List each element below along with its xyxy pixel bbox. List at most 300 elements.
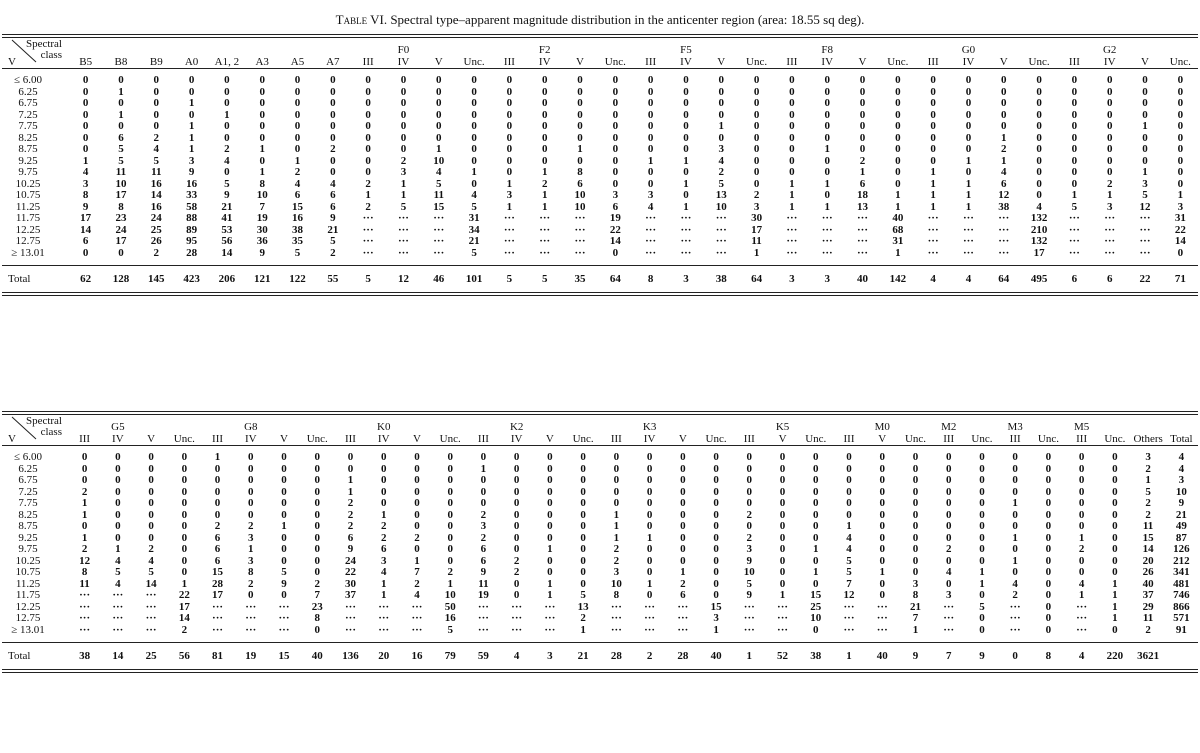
count-cell: 14 [178, 613, 190, 624]
count-cell: 0 [1036, 178, 1042, 190]
count-cell: 0 [577, 74, 583, 86]
count-cell: 1 [753, 247, 760, 259]
count-cell: 1 [294, 155, 301, 167]
count-cell: 1 [214, 451, 221, 463]
count-cell: 14 [609, 236, 621, 247]
count-cell: 0 [945, 509, 952, 521]
count-cell: 0 [118, 247, 124, 259]
total-label: Total [2, 643, 68, 670]
count-cell: 2 [148, 544, 154, 555]
count-cell: 15 [433, 201, 445, 213]
magnitude-cell: 10.75 [15, 190, 41, 201]
count-cell: 0 [895, 132, 901, 144]
count-cell: 2 [365, 178, 371, 190]
count-cell: ··· [79, 613, 91, 624]
count-cell: ··· [680, 213, 692, 224]
count-cell: 0 [400, 132, 407, 144]
count-cell: 0 [115, 463, 121, 475]
count-cell: 0 [879, 555, 885, 567]
column-sub-label: IV [1103, 56, 1116, 68]
count-cell: 0 [746, 486, 753, 498]
count-cell: 0 [1012, 567, 1018, 578]
count-cell: 1 [1012, 555, 1018, 567]
count-cell: 0 [547, 451, 553, 463]
count-cell: 31 [892, 236, 904, 247]
count-cell: 7 [314, 590, 320, 601]
count-cell: 0 [513, 509, 520, 521]
count-cell: 0 [1177, 144, 1184, 155]
count-cell: ··· [145, 624, 157, 636]
count-cell: 8 [577, 167, 583, 178]
total-cell: 21 [567, 643, 600, 670]
count-cell: ··· [962, 224, 974, 236]
count-cell: 2 [294, 167, 301, 178]
count-cell: 1 [81, 509, 88, 521]
count-cell: 0 [181, 498, 188, 509]
column-sub-label: V [999, 56, 1008, 68]
count-cell: 14 [221, 247, 233, 259]
count-cell: 8 [613, 590, 620, 601]
count-cell: 5 [294, 247, 301, 259]
count-cell: 0 [541, 109, 548, 121]
count-cell: 0 [753, 155, 760, 167]
count-cell: 0 [181, 544, 188, 555]
count-cell: ··· [433, 213, 445, 224]
count-cell: 0 [930, 121, 936, 132]
total-cell: 121 [245, 266, 280, 293]
count-cell: 0 [1012, 486, 1018, 498]
count-cell: 0 [713, 486, 719, 498]
count-cell: 1 [506, 201, 513, 213]
count-cell: 0 [612, 155, 619, 167]
count-cell: 0 [153, 86, 160, 98]
count-cell: 0 [580, 555, 586, 567]
count-cell: 6 [480, 544, 487, 555]
count-cell: 0 [680, 498, 686, 509]
count-cell: 4 [148, 555, 154, 567]
column-header [103, 38, 138, 69]
total-cell: 64 [739, 266, 774, 293]
count-cell: 9 [224, 190, 230, 201]
count-cell: 0 [979, 451, 985, 463]
count-cell: 0 [613, 451, 620, 463]
count-cell: 21 [221, 201, 233, 213]
count-cell: 1 [1112, 613, 1118, 624]
count-cell: 0 [214, 498, 221, 509]
count-cell: 0 [945, 475, 952, 486]
total-cell: 101 [456, 266, 491, 293]
column-sub-label: III [1068, 56, 1080, 68]
count-cell: 0 [1036, 167, 1042, 178]
count-cell: 0 [859, 132, 866, 144]
count-cell: 1 [789, 201, 795, 213]
count-cell: 13 [577, 601, 589, 613]
table-row [2, 579, 1198, 591]
count-cell: 0 [680, 486, 686, 498]
count-cell: 68 [892, 224, 904, 236]
count-cell: 0 [647, 178, 654, 190]
table-row [2, 602, 1198, 614]
count-cell: 0 [81, 475, 88, 486]
count-cell: 0 [400, 74, 407, 86]
column-group-label [965, 421, 998, 433]
count-cell: 0 [471, 155, 477, 167]
count-cell: 0 [846, 463, 852, 475]
count-cell: 0 [912, 567, 919, 578]
table-row [2, 121, 1198, 133]
count-cell: 0 [1045, 451, 1052, 463]
count-cell: ··· [112, 613, 124, 624]
count-cell: 0 [979, 475, 985, 486]
count-cell: 0 [945, 463, 952, 475]
column-header [386, 38, 421, 69]
count-cell: 15 [212, 567, 224, 578]
count-cell: ··· [786, 236, 798, 247]
count-cell: ··· [411, 601, 423, 613]
magnitude-cell: 12.75 [15, 613, 41, 624]
count-cell: 5 [1145, 486, 1151, 498]
count-cell: 2 [81, 544, 88, 555]
count-cell: ··· [378, 601, 390, 613]
count-cell: 0 [879, 532, 885, 544]
count-cell: 2 [513, 555, 520, 567]
column-header [832, 415, 865, 446]
count-cell: 0 [1177, 98, 1184, 109]
count-cell: 0 [115, 475, 121, 486]
count-cell: 0 [1036, 109, 1042, 121]
count-cell: 0 [1001, 98, 1007, 109]
count-cell: 0 [1112, 498, 1118, 509]
count-cell: 5 [1071, 201, 1078, 213]
column-header [1092, 38, 1127, 69]
count-cell: 0 [930, 98, 936, 109]
count-cell: ··· [344, 601, 356, 613]
count-cell: ··· [245, 624, 257, 636]
count-cell: 6 [480, 555, 487, 567]
count-cell: 6 [577, 178, 583, 190]
count-cell: 58 [186, 201, 198, 213]
magnitude-cell: ≤ 6.00 [13, 451, 43, 463]
count-cell: 0 [148, 532, 154, 544]
count-cell: 1 [580, 624, 586, 636]
count-cell: 0 [646, 463, 653, 475]
total-cell: 4 [500, 643, 533, 670]
magnitude-cell: 8.25 [18, 509, 38, 521]
column-group-label [103, 44, 138, 56]
count-cell: 0 [330, 167, 336, 178]
total-cell: 28 [666, 643, 699, 670]
count-cell: 17 [80, 213, 92, 224]
count-cell: 0 [294, 121, 301, 132]
corner-v-label: V [8, 433, 16, 445]
column-group-label [774, 44, 809, 56]
count-cell: 0 [471, 109, 477, 121]
count-cell: 33 [186, 190, 198, 201]
column-header [1098, 415, 1131, 446]
column-header [899, 415, 932, 446]
count-cell: 0 [895, 178, 901, 190]
count-cell: 22 [344, 567, 356, 578]
count-cell: 0 [436, 74, 442, 86]
count-cell: ··· [433, 224, 445, 236]
magnitude-cell: ≥ 13.01 [11, 247, 45, 259]
count-cell: ··· [145, 590, 157, 601]
count-cell: 5 [153, 155, 160, 167]
count-cell: 0 [713, 555, 719, 567]
count-cell: 481 [1173, 578, 1190, 590]
count-cell: 0 [1078, 521, 1085, 532]
count-cell: 31 [1174, 213, 1186, 224]
count-cell: 0 [259, 155, 265, 167]
count-cell: 0 [577, 109, 583, 121]
count-cell: ··· [397, 247, 409, 259]
count-cell: 0 [580, 486, 586, 498]
count-cell: 0 [224, 132, 230, 144]
count-cell: 5 [400, 201, 407, 213]
count-cell: 2 [347, 509, 354, 521]
count-cell: 4 [224, 155, 230, 167]
column-group-label [456, 44, 491, 56]
count-cell: 21 [909, 601, 921, 613]
count-cell: 10 [256, 190, 268, 201]
count-cell: 0 [879, 463, 885, 475]
total-cell: 1 [733, 643, 766, 670]
count-cell: 0 [541, 155, 548, 167]
count-cell: 1 [281, 521, 287, 532]
count-cell: 9 [188, 167, 195, 178]
count-cell: 0 [1106, 74, 1113, 86]
count-cell: 0 [248, 475, 254, 486]
column-group-label: M3 [1007, 421, 1023, 433]
count-cell: 0 [646, 475, 653, 486]
count-cell: 2 [153, 132, 160, 144]
total-label: Total [2, 266, 68, 293]
count-cell: 4 [1178, 463, 1185, 475]
count-cell: 2 [1012, 590, 1018, 601]
count-cell: 3 [647, 190, 654, 201]
column-sub-label: V [412, 433, 421, 445]
count-cell: 2 [718, 167, 725, 178]
count-cell: 0 [400, 109, 407, 121]
count-cell: 2 [859, 155, 866, 167]
count-cell: 1 [118, 109, 124, 121]
count-cell: 0 [1078, 451, 1085, 463]
total-cell: 3 [533, 643, 566, 670]
column-header [174, 38, 209, 69]
count-cell: 0 [547, 486, 553, 498]
count-cell: 0 [281, 498, 287, 509]
count-cell: 341 [1173, 567, 1190, 578]
count-cell: 3 [912, 578, 919, 590]
magnitude-cell: 12.75 [15, 236, 41, 247]
count-cell: 1 [1142, 121, 1148, 132]
count-cell: 1 [547, 590, 553, 601]
count-cell: 1 [1112, 590, 1118, 601]
count-cell: 2 [480, 509, 487, 521]
count-cell: 0 [541, 132, 548, 144]
column-header [334, 415, 367, 446]
column-header [666, 415, 699, 446]
count-cell: 0 [879, 521, 885, 532]
count-cell: 0 [965, 109, 972, 121]
count-cell: 0 [480, 475, 487, 486]
column-header [916, 38, 951, 69]
count-cell: 0 [580, 463, 586, 475]
count-cell: 0 [965, 132, 972, 144]
count-cell: 0 [314, 509, 320, 521]
count-cell: 0 [753, 144, 760, 155]
count-cell: ··· [411, 624, 423, 636]
count-cell: ··· [786, 224, 798, 236]
count-cell: 0 [314, 498, 320, 509]
count-cell: 1 [680, 567, 686, 578]
table-row [2, 202, 1198, 214]
count-cell: 0 [613, 486, 620, 498]
column-header [400, 415, 433, 446]
total-cell: 3 [668, 266, 703, 293]
count-cell: 0 [281, 544, 287, 555]
count-cell: 0 [1078, 498, 1085, 509]
column-sub-label: B5 [79, 56, 93, 68]
count-cell: 3 [1177, 201, 1184, 213]
count-cell: 0 [580, 451, 586, 463]
count-cell: 1 [789, 178, 795, 190]
count-cell: ··· [574, 224, 586, 236]
count-cell: ··· [245, 613, 257, 624]
magnitude-cell: 10.25 [15, 555, 41, 567]
count-cell: 0 [647, 167, 654, 178]
count-cell: 30 [256, 224, 268, 236]
column-group-label [533, 421, 566, 433]
count-cell: 1 [930, 201, 936, 213]
count-cell: 10 [1175, 486, 1187, 498]
count-cell: 0 [580, 532, 586, 544]
count-cell: ··· [79, 601, 91, 613]
count-cell: 0 [1112, 521, 1118, 532]
count-cell: 2 [330, 247, 336, 259]
count-cell: 53 [221, 224, 233, 236]
column-header [774, 38, 809, 69]
count-cell: 0 [1071, 167, 1078, 178]
count-cell: 0 [779, 567, 786, 578]
count-cell: 0 [1045, 498, 1052, 509]
count-cell: ··· [1104, 213, 1116, 224]
table-row [2, 464, 1198, 476]
count-cell: 0 [846, 509, 852, 521]
count-cell: ··· [79, 624, 91, 636]
count-cell: 0 [824, 155, 830, 167]
count-cell: 4 [115, 555, 121, 567]
count-cell: 0 [259, 132, 265, 144]
count-cell: ··· [876, 613, 888, 624]
count-cell: 2 [1078, 544, 1085, 555]
count-cell: 0 [647, 144, 654, 155]
count-cell: 15 [810, 590, 822, 601]
count-cell: 0 [1012, 475, 1018, 486]
count-cell: 25 [150, 224, 162, 236]
count-cell: ··· [715, 224, 727, 236]
count-cell: 4 [846, 532, 852, 544]
count-cell: ··· [539, 213, 551, 224]
count-cell: ··· [112, 601, 124, 613]
column-group-label [168, 421, 201, 433]
count-cell: 0 [181, 475, 188, 486]
count-cell: ··· [397, 224, 409, 236]
count-cell: 1 [1012, 532, 1018, 544]
count-cell: 0 [148, 521, 154, 532]
column-sub-label: Others [1133, 433, 1163, 445]
count-cell: 0 [713, 590, 719, 601]
count-cell: 6 [330, 190, 336, 201]
count-cell: 0 [945, 532, 952, 544]
count-cell: 0 [813, 521, 819, 532]
count-cell: 2 [680, 578, 686, 590]
count-cell: 1 [813, 567, 819, 578]
count-cell: 10 [810, 613, 822, 624]
total-cell: 9 [965, 643, 998, 670]
count-cell: 1 [965, 178, 972, 190]
count-cell: 3 [753, 201, 760, 213]
count-cell: 0 [912, 486, 919, 498]
count-cell: 0 [314, 624, 320, 636]
count-cell: 0 [224, 86, 230, 98]
count-cell: 6 [1001, 178, 1007, 190]
count-cell: 3 [746, 544, 753, 555]
count-cell: 17 [178, 601, 190, 613]
count-cell: 0 [1177, 247, 1184, 259]
count-cell: 0 [680, 532, 686, 544]
total-cell: 8 [633, 266, 668, 293]
column-header [1032, 415, 1065, 446]
count-cell: 0 [779, 555, 786, 567]
count-cell: 18 [857, 190, 869, 201]
count-cell: ··· [927, 247, 939, 259]
count-cell: 0 [294, 109, 301, 121]
count-cell: 1 [541, 201, 548, 213]
count-cell: 9 [347, 544, 354, 555]
count-cell: 0 [718, 109, 725, 121]
count-cell: 40 [1142, 578, 1154, 590]
count-cell: 1 [81, 498, 88, 509]
column-header [799, 415, 832, 446]
count-cell: 0 [259, 121, 265, 132]
count-cell: 0 [789, 109, 795, 121]
count-cell: 0 [414, 498, 420, 509]
column-group-label [174, 44, 209, 56]
count-cell: 0 [612, 121, 619, 132]
count-cell: 0 [513, 590, 520, 601]
count-cell: 0 [646, 555, 653, 567]
count-cell: 0 [613, 498, 620, 509]
count-cell: 2 [753, 190, 760, 201]
count-cell: 0 [713, 544, 719, 555]
count-cell: 17 [751, 224, 763, 236]
count-cell: 0 [414, 475, 420, 486]
total-cell: 7 [932, 643, 965, 670]
count-cell: 0 [480, 451, 487, 463]
column-header [598, 38, 633, 69]
column-group-label [201, 421, 234, 433]
count-cell: 5 [330, 236, 336, 247]
count-cell: 0 [506, 144, 513, 155]
count-cell: 1 [248, 544, 254, 555]
count-cell: ··· [610, 601, 622, 613]
column-group-label [1132, 421, 1165, 433]
count-cell: 0 [1142, 86, 1148, 98]
count-cell: 1 [541, 167, 548, 178]
total-cell: 4 [916, 266, 951, 293]
count-cell: 0 [612, 247, 619, 259]
